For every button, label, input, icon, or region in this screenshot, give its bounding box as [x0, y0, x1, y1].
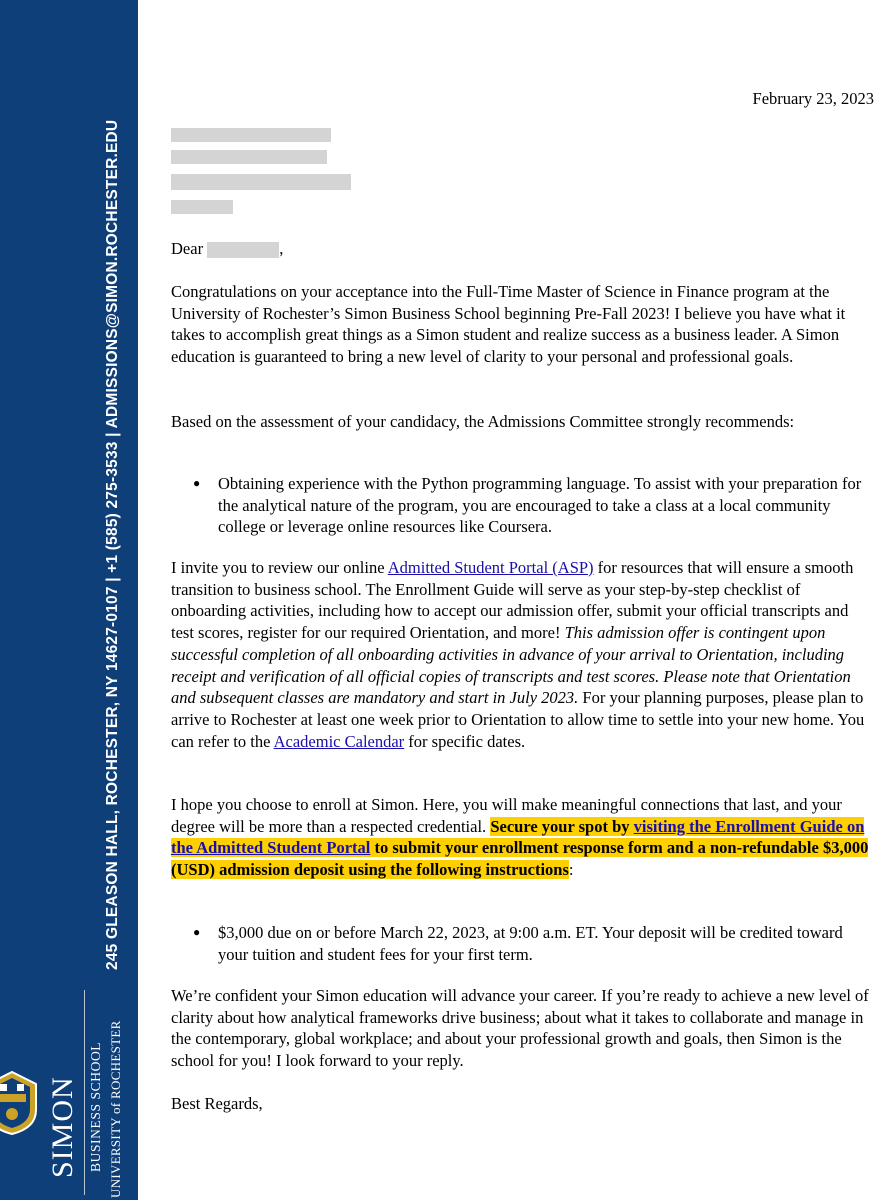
sidebar-address: 245 GLEASON HALL, ROCHESTER, NY 14627-0107 | +1 (585) 275-3533 | ADMISSIONS@SIMON.ROCHESTER.EDU: [104, 119, 121, 970]
redacted-address-line: [171, 150, 327, 164]
deposit-list: [171, 922, 874, 965]
logo-divider: [84, 990, 85, 1195]
redacted-address-line: [171, 128, 331, 142]
logo-simon-text: SIMON: [46, 1076, 79, 1178]
list-item: ● $3,000 due on or before March 22, 2023, at 9:00 a.m. ET. Your deposit will be credited toward your tuition and student fees for your first term.: [171, 922, 874, 965]
text-span: For your planning purposes, please plan to arrive to Rochester at least one week prior to Orientation to allow time to settle into your new home. You can refer to the: [171, 688, 865, 751]
salutation-comma: ,: [279, 239, 284, 258]
list-item: ● Obtaining experience with the Python programming language. To assist with your preparation for the analytical nature of the program, you are encouraged to take a class at a local community college or leverage online resources like Coursera.: [171, 473, 874, 538]
academic-calendar-link[interactable]: Academic Calendar: [273, 731, 405, 751]
text-span: I hope you choose to enroll at Simon. Here, you will make meaningful connections that last, and your degree will be more than a respected credential.: [171, 795, 842, 836]
redacted-address-line: [171, 174, 351, 190]
university-seal-icon: [0, 1070, 40, 1136]
admitted-student-portal-link[interactable]: Admitted Student Portal (ASP): [387, 558, 594, 577]
recommendation-list: [171, 473, 874, 538]
text-span: to submit your enrollment response form and a non-refundable $3,000 (USD) admission deposit using the following instructions: [171, 838, 869, 880]
paragraph-portal: [171, 557, 874, 752]
logo-business-school-text: BUSINESS SCHOOL: [88, 1041, 103, 1172]
logo-university-text: UNIVERSITY of ROCHESTER: [108, 1020, 123, 1198]
sidebar-banner: [0, 0, 138, 1200]
paragraph-enroll: [171, 794, 874, 881]
redacted-address-line: [171, 200, 233, 214]
text-span: I invite you to review our online: [171, 558, 388, 577]
salutation: [171, 238, 874, 260]
closing-regards: Best Regards,: [171, 1094, 263, 1113]
text-span: for resources that will ensure a smooth transition to business school. The Enrollment Guide will serve as your step-by-step checklist of onboarding activities, including how to accept our admission offer, submit your official transcripts and test scores, register for our required Orientation, and more!: [171, 558, 854, 643]
letter-date: February 23, 2023: [752, 89, 874, 108]
paragraph-congratulations: Congratulations on your acceptance into the Full-Time Master of Science in Finance program at the University of Rochester’s Simon Business School beginning Pre-Fall 2023! I believe you have what it takes to accomplish great things as a Simon student and realize success as a business leader. A Simon education is guaranteed to bring a new level of clarity to your personal and professional goals.: [171, 282, 846, 367]
redacted-name: [207, 242, 279, 258]
enrollment-guide-link[interactable]: visiting the Enrollment Guide on the Admitted Student Portal: [171, 816, 865, 858]
paragraph-assessment: Based on the assessment of your candidacy, the Admissions Committee strongly recommends:: [171, 412, 795, 431]
paragraph-closing: We’re confident your Simon education will advance your career. If you’re ready to achieve a new level of clarity about how analytical frameworks drive business; about what it takes to collaborate and manage in the contemporary, global workplace; and about your professional growth and goals, then Simon is the school for you! I look forward to your reply.: [171, 986, 869, 1071]
text-span: for specific dates.: [404, 731, 526, 751]
contingency-notice: This admission offer is contingent upon successful completion of all onboarding activities in advance of your arrival to Orientation, including receipt and verification of all official copies of transcripts and test scores. Please note that Orientation and subsequent classes are mandatory and start in July 2023.: [171, 623, 851, 708]
text-span: :: [568, 860, 574, 880]
salutation-text: Dear: [171, 239, 208, 258]
text-span: Secure your spot by: [490, 816, 634, 836]
